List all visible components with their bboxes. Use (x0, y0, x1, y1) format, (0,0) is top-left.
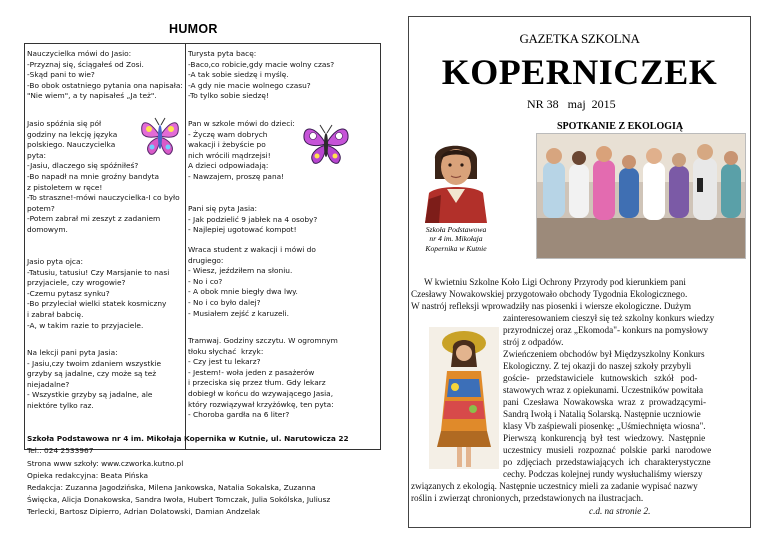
portrait-caption-line: Kopernika w Kutnie (425, 243, 487, 253)
masthead-top: GAZETKA SZKOLNA (519, 31, 640, 46)
article-line: strój z odpadów. (503, 337, 564, 347)
joke: Turysta pyta bacę: -Baco,co robicie,gdy macie wolny czas? -A tak sobie siedzę i myślę. -A gdy nie macie wolnego czasu? -To tylko sobie siedzę! (188, 49, 335, 101)
article-line: cechy. Podczas kolejnej rundy wysłuchaliśmy wierszy (503, 469, 703, 479)
article-line: stawowych wraz z opiekunami. Uczestników powitała (503, 385, 704, 395)
copernicus-portrait (417, 129, 495, 223)
joke: Pani się pyta Jasia: - Jak podzielić 9 jabłek na 4 osoby? - Najlepiej ugotować kompot! (188, 204, 318, 235)
right-page (408, 16, 751, 528)
article-line: Pierwszą konkurencją był test wiedzowy. Następnie (503, 433, 706, 443)
article-line: Czesławy Nowakowskiej przygotowało obchody Tygodnia Ekologicznego. (411, 289, 688, 299)
article-line: Zwieńczeniem obchodów był Międzyszkolny Konkurs (503, 349, 705, 359)
joke: Tramwaj. Godziny szczytu. W ogromnym tłoku słychać krzyk: - Czy jest tu lekarz? - Jestem!- woła jeden z pasażerów i przeciska się przez tłum. Gdy lekarz dobiegł w końcu do wzywającego Jasia, który rozwiązywał krzyżówkę, ten pyta: - Choroba gardła na 6 liter? (188, 336, 338, 420)
article-line: po zdjęciach przedstawiających ich charakterystyczne (503, 457, 711, 467)
portrait-caption (415, 225, 497, 253)
issue-number: NR 38 maj 2015 (527, 97, 616, 111)
article-line: przyrodniczej oraz „Ekomoda"- konkurs na pomysłowy (503, 325, 709, 335)
school-website: Strona www szkoły: www.czworka.kutno.pl (27, 459, 184, 468)
editors-list: Terlecki, Bartosz Dipierro, Adrian Dolatowski, Damian Andzelak (27, 507, 260, 516)
school-phone: Tel.: 024 2533967 (27, 446, 94, 455)
article-line: związanych z ekologią. Następnie uczestnicy mieli za zadanie wypisać nazwy (411, 481, 698, 491)
column-divider (185, 43, 186, 450)
article-line: klasy Vb zaśpiewali piosenkę: „Uśmiechnięta wiosna". (503, 421, 706, 431)
article-line: W nastrój refleksji wprowadziły nas piosenki i wiersze ekologiczne. Dużym (411, 301, 691, 311)
humor-heading: HUMOR (169, 22, 218, 36)
left-page (24, 22, 384, 528)
article-line: W kwietniu Szkolne Koło Ligi Ochrony Przyrody pod kierunkiem pani (424, 277, 686, 287)
butterfly-icon (300, 122, 352, 166)
butterfly-icon (138, 114, 182, 158)
classroom-photo (536, 133, 746, 259)
article-line: Ekologiczny. Z tej okazji do naszej szkoły przybyli (503, 361, 692, 371)
continued-note: c.d. na stronie 2. (589, 506, 651, 516)
article-line: roślin i zwierząt chronionych, przedstawionych na ilustracjach. (411, 493, 644, 503)
portrait-caption-line: nr 4 im. Mikołaja (429, 234, 483, 244)
portrait-caption-line: Szkoła Podstawowa (425, 225, 487, 234)
ecomoda-photo (429, 327, 499, 469)
joke: Wraca student z wakacji i mówi do drugiego: - Wiesz, jeździłem na słoniu. - No i co? - A obok mnie biegły dwa lwy. - No i co było dalej? - Musiałem zejść z karuzeli. (188, 245, 316, 318)
joke: Jasio spóźnia się pół godziny na lekcję języka polskiego. Nauczycielka pyta: -Jasiu, dlaczego się spóźniłeś? -Bo napadł na mnie groźny bandyta z pistoletem w ręce! -To straszne!-mówi nauczycielka-I co było potem? -Potem zabrał mi zeszyt z zadaniem domowym. (27, 119, 180, 234)
joke: Na lekcji pani pyta Jasia: - Jasiu,czy twoim zdaniem wszystkie grzyby są jadalne, czy może są też niejadalne? - Wszystkie grzyby są jadalne, ale niektóre tylko raz. (27, 348, 162, 410)
article-line: zainteresowaniem cieszył się też szkolny konkurs wiedzy (503, 313, 715, 323)
editors-list: Święcka, Alicja Donakowska, Sandra Iwoła, Hubert Tomczak, Julia Sokólska, Juliusz (27, 495, 331, 504)
editors-list: Redakcja: Zuzanna Jagodzińska, Milena Jankowska, Natalia Sokalska, Zuzanna (27, 483, 316, 492)
school-address: Szkoła Podstawowa nr 4 im. Mikołaja Kopernika w Kutnie, ul. Narutowicza 22 (27, 434, 349, 443)
joke: Pan w szkole mówi do dzieci: - Życzę wam dobrych wakacji i żebyście po nich wrócili mądrzejsi! A dzieci odpowiadają: - Nawzajem, proszę pana! (188, 119, 295, 181)
article-line: uczestnicy musieli rozpoznać polskie parki narodowe (503, 445, 712, 455)
article-line: goście- przedstawiciele kutnowskich szkół pod- (503, 373, 698, 383)
section-title: SPOTKANIE Z EKOLOGIĄ (557, 121, 684, 132)
joke: Jasio pyta ojca: -Tatusiu, tatusiu! Czy Marsjanie to nasi przyjaciele, czy wrogowie? -Czemu pytasz synku? -Bo przyleciał wielki statek kosmiczny i zabrał babcię. -A, w takim razie to przyjaciele. (27, 257, 170, 330)
joke: Nauczycielka mówi do Jasio: -Przyznaj się, ściągałeś od Zosi. -Skąd pani to wie? -Bo obok ostatniego pytania ona napisała: "Nie wiem", a ty napisałeś „Ja też". (27, 49, 183, 101)
article-line: Sandrą Iwołą i Natalią Solarską. Następnie uczniowie (503, 409, 701, 419)
masthead-title: KOPERNICZEK (441, 52, 718, 92)
article-line: pani Czesława Nowakowska wraz z prowadzącymi- (503, 397, 707, 407)
editorial-supervisor: Opieka redakcyjna: Beata Pińska (27, 471, 149, 480)
